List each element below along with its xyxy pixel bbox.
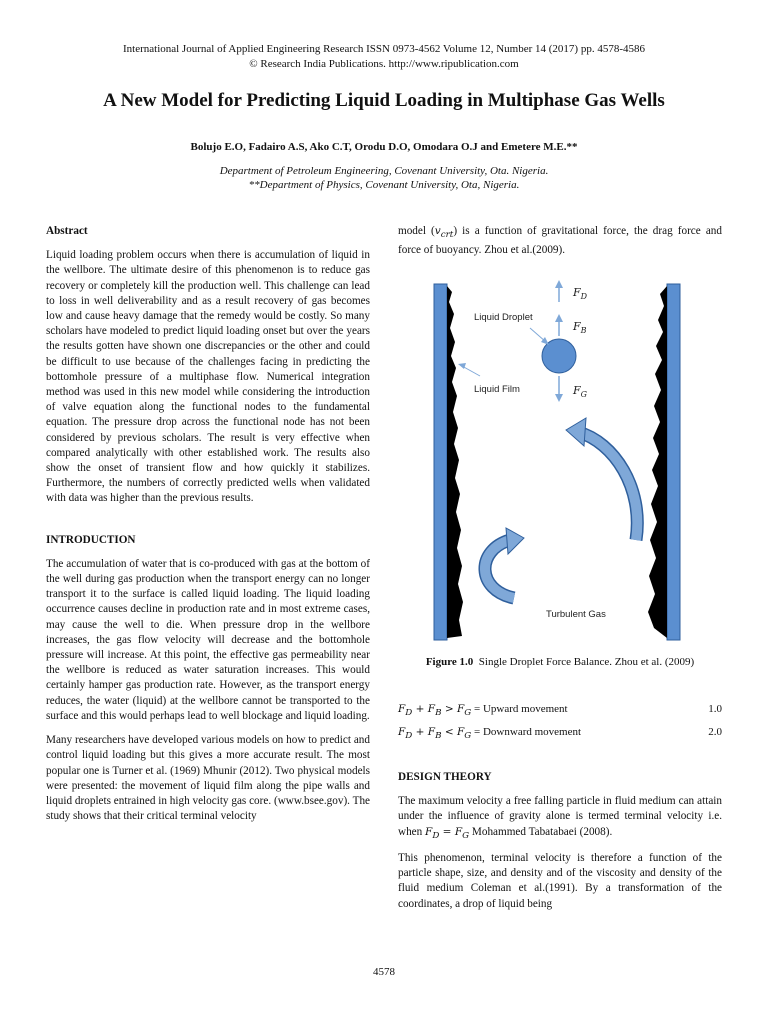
right-liquid-film xyxy=(648,286,667,638)
film-pointer xyxy=(462,366,480,376)
liquid-film-label: Liquid Film xyxy=(474,384,520,395)
paper-title: A New Model for Predicting Liquid Loading in Multiphase Gas Wells xyxy=(103,90,665,111)
right-column-intro xyxy=(398,224,722,268)
design-theory-heading: DESIGN THEORY xyxy=(398,771,492,783)
design-theory-paragraph-1: The maximum velocity a free falling particle in fluid medium can attain under the influence of gravity alone is termed terminal velocity i.e. when $F_D = F_G$ Mohammed Tabatabaei (2008). xyxy=(398,795,722,841)
introduction-paragraph-1: The accumulation of water that is co-produced with gas at the bottom of the well during gas production when the transport energy can no longer transport it to the surface is called liquid loading. The liquid loading occurrence causes decline in production rate and in most extreme cases, may cause the well to die. When pressure drop in the wellbore increases, the gas flow velocity will decrease and the bottomhole pressure will increase. At this point, the effective gas permeability near the wellbore is reduced as water saturation increases. This would certainly hamper gas production rate. However, as the transport energy reduces, the water (liquid) at the wellbore cannot be transported to the surface and this would perhaps lead to well blockage and liquid loading. xyxy=(46,557,370,722)
page-number: 4578 xyxy=(373,966,395,978)
journal-header xyxy=(0,42,768,72)
gravity-force-label: $F_G$ xyxy=(573,384,588,399)
critical-velocity-paragraph: model $(v_{crt})$ is a function of gravitational force, the drag force and force of buoyancy. Zhou et al.(2009). xyxy=(398,225,722,257)
left-pipe-wall xyxy=(434,284,447,640)
introduction-heading: INTRODUCTION xyxy=(46,533,136,546)
left-column xyxy=(46,224,370,833)
equation-1-number: 1.0 xyxy=(708,703,722,715)
left-liquid-film xyxy=(447,286,463,638)
figure-caption-text: Single Droplet Force Balance. Zhou et al. (2009) xyxy=(478,656,695,668)
droplet-force-diagram xyxy=(396,272,726,644)
affiliation-2: **Department of Physics, Covenant University, Ota, Nigeria. xyxy=(248,179,520,191)
design-theory-paragraph-2: This phenomenon, terminal velocity is therefore a function of the particle shape, size, and density and of the viscosity and density of the fluid medium Coleman et al.(1991). By a transformation of the coordinates, a drop of liquid being xyxy=(398,851,722,910)
drag-force-label: $F_D$ xyxy=(573,286,588,301)
author-list: Bolujo E.O, Fadairo A.S, Ako C.T, Orodu D.O, Omodara O.J and Emetere M.E.** xyxy=(190,141,578,153)
turbulent-gas-label: Turbulent Gas xyxy=(546,609,606,620)
affiliations xyxy=(0,164,768,192)
abstract-text: Liquid loading problem occurs when there is accumulation of liquid in the wellbore. The ultimate desire of this phenomenon is to reduce gas recovery or completely kill the production well. This challenge can lead to loss in well deliverability and as a result recovery of gas becomes low and cause heavy damage that the remedy would be costly. So many scholars have modeled to predict liquid loading onset but over the years the results gotten have shown one discrepancies or the other and could be difficult to use because of the challenges facing in predicting the bottomhole pressure of a multiphase flow. Numerical integration method was used in this new model while considering the introduction of valve equation along the functional nodes to the fundamental equation. The pressure drop across the functional node has not been considered by previous scholars. The result is very effective when compared analytically with other established work. The results also show the onset of transient flow and how quickly it stabilizes. Furthermore, the numbers of correctly predicted wells when validated with data was higher than the previous results. xyxy=(46,249,370,505)
design-theory-section xyxy=(398,770,722,919)
equation-2: $F_D + F_B < F_G$ = Downward movement 2.0 xyxy=(398,726,722,742)
buoyancy-force-label: $F_B$ xyxy=(573,320,587,335)
liquid-droplet-label: Liquid Droplet xyxy=(474,312,533,323)
figure-caption-label: Figure 1.0 xyxy=(425,656,474,668)
abstract-heading: Abstract xyxy=(46,225,88,237)
right-pipe-wall xyxy=(667,284,680,640)
affiliation-1: Department of Petroleum Engineering, Covenant University, Ota. Nigeria. xyxy=(219,165,549,177)
introduction-paragraph-2: Many researchers have developed various models on how to predict and control liquid loading but this gives a more accurate result. The most popular one is Turner et al. (1969) Mhunir (2012). Two physical models were presented: the movement of liquid film along the pipe walls and liquid droplets entrained in high velocity gas core. (www.bsee.gov). The study shows that their critical terminal velocity xyxy=(46,734,370,823)
journal-header-line1: International Journal of Applied Engineering Research ISSN 0973-4562 Volume 12, Number 14 (2017) pp. 4578-4586 xyxy=(122,43,645,55)
journal-header-line2: © Research India Publications. http://www.ripublication.com xyxy=(249,58,519,70)
droplet-force-figure xyxy=(396,272,726,644)
figure-caption xyxy=(398,656,722,668)
equation-1: $F_D + F_B > F_G$ = Upward movement 1.0 xyxy=(398,703,722,719)
equation-2-number: 2.0 xyxy=(708,726,722,738)
